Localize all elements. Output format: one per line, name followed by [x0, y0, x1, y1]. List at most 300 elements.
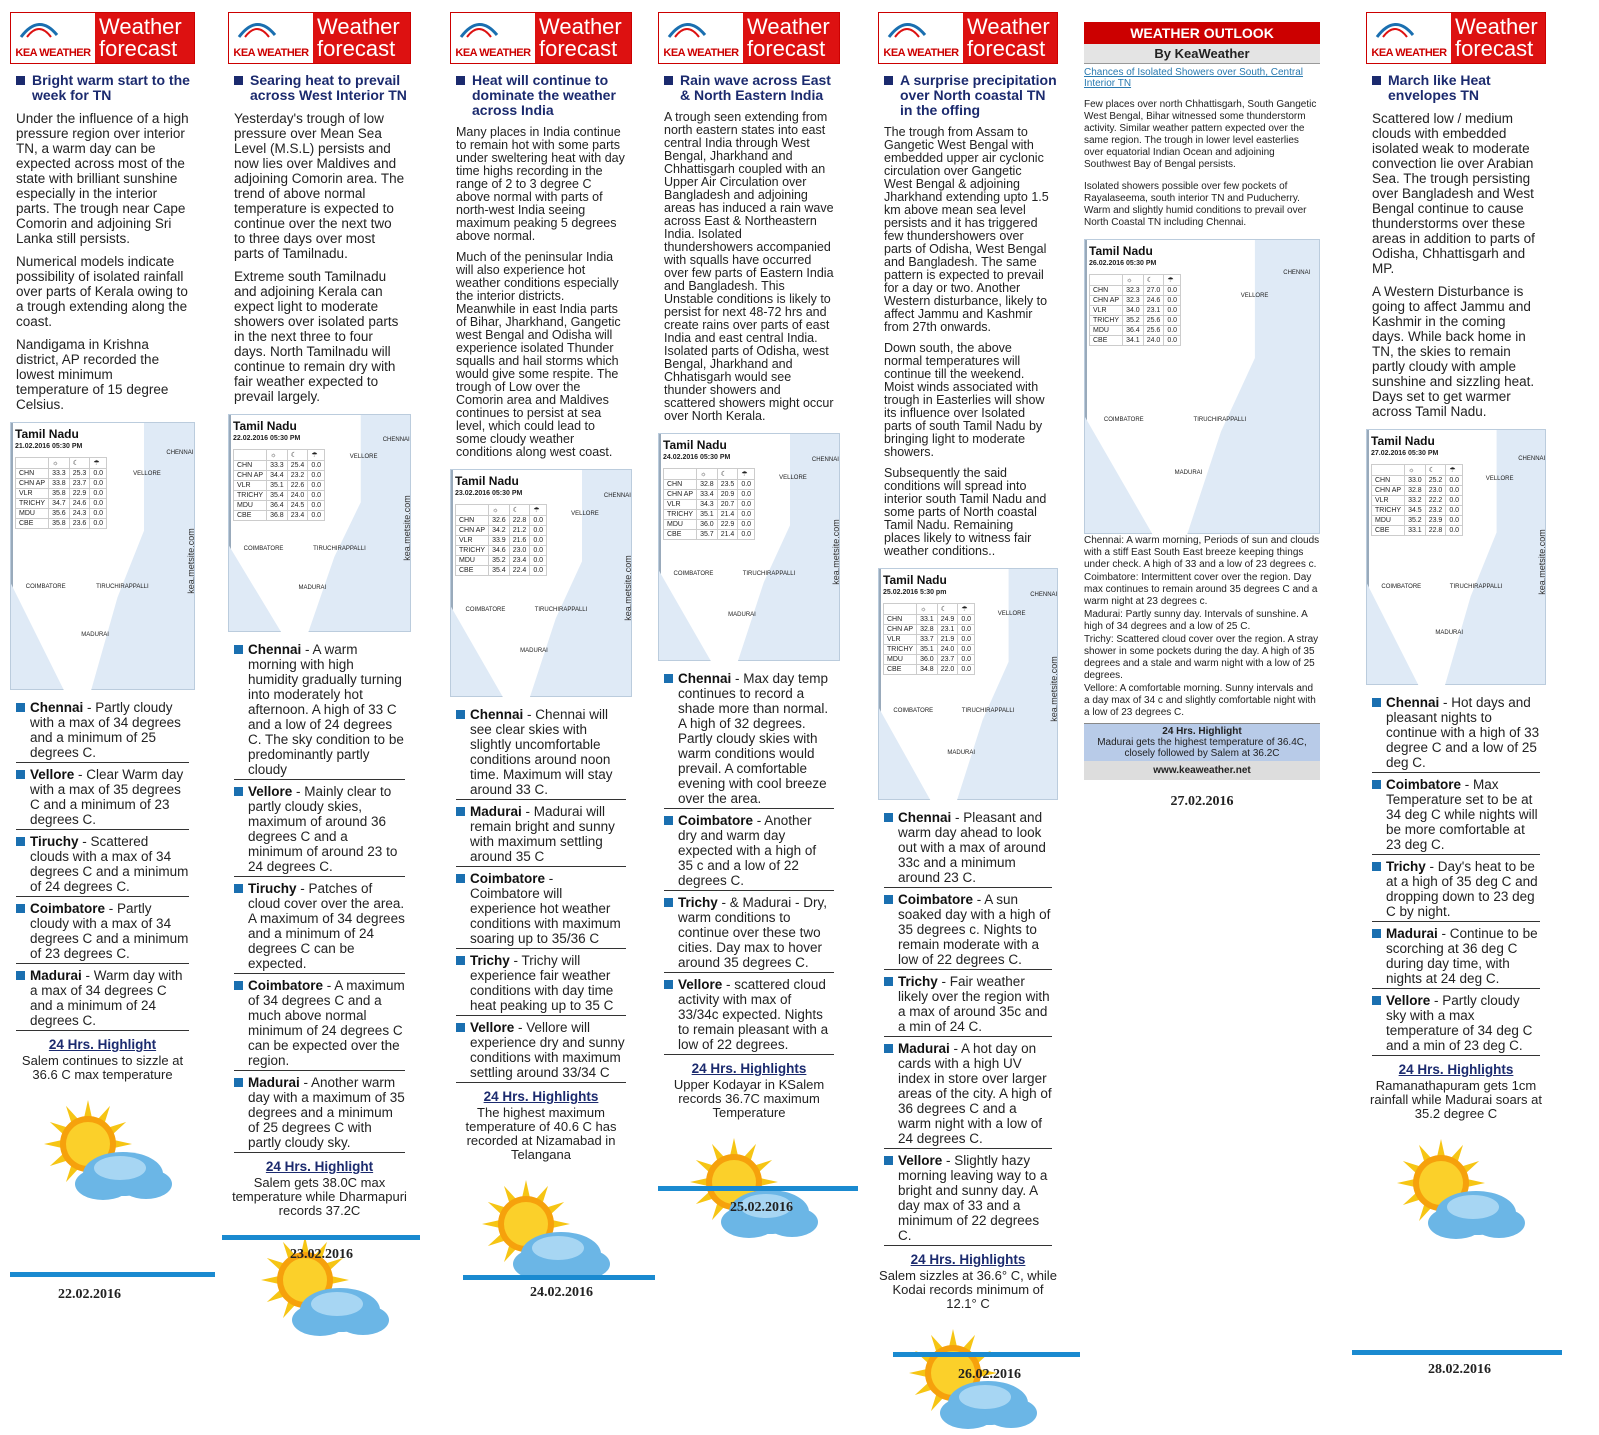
- map-cell: 32.3: [1123, 296, 1144, 306]
- city-name: Coimbatore: [1386, 777, 1462, 792]
- map-label-madurai: MADURAI: [298, 585, 327, 592]
- map-cell: 0.0: [1164, 286, 1181, 296]
- map-cell: 35.6: [49, 509, 70, 519]
- city-text: Day's heat to be at a high of 35 deg C and dropping down to 23 deg C by night.: [1386, 859, 1538, 919]
- map-cell: MDU: [664, 520, 697, 530]
- map-row: [664, 490, 755, 500]
- paragraph: Many places in India continue to remain hot with some parts under sweltering heat with day time highs recording in the range of 2 to 3 degree C above normal with parts of north-west India seeing maximum peaking 5 degrees above normal.: [456, 125, 625, 243]
- city-name: Vellore: [898, 1153, 943, 1168]
- map-cell: 35.7: [697, 530, 718, 540]
- sun-cloud-icon: [450, 1176, 632, 1286]
- city-item: Trichy - Trichy will experience fair weather conditions with day time heat peaking up to 35 C: [456, 953, 626, 1016]
- headline: March like Heat envelopes TN: [1372, 73, 1546, 103]
- map-cell: MDU: [16, 509, 49, 519]
- map-cell: 21.2: [509, 526, 530, 536]
- map-cell: 23.0: [1425, 486, 1446, 496]
- header-subtitle: forecast: [317, 36, 396, 61]
- outlook-para: Isolated showers possible over few pockets of Rayalaseema, south interior TN and Puducherry. Warm and slightly humid conditions to prevail over North Coastal TN including Chennai.: [1084, 181, 1307, 228]
- city-list: [456, 707, 626, 1083]
- outlook-url[interactable]: www.keaweather.net: [1084, 761, 1320, 780]
- map-table: [455, 504, 547, 576]
- weather-map: [658, 433, 840, 661]
- map-label-coimbatore: COIMBATORE: [1381, 583, 1422, 590]
- map-cell: 34.5: [1405, 506, 1426, 516]
- city-item: Coimbatore - Max Temperature set to be at 34 deg C while nights will be more comfortable at 23 deg C.: [1372, 777, 1540, 855]
- forecast-column: [228, 12, 411, 1342]
- map-label-trichy: TIRUCHIRAPPALLI: [313, 545, 366, 552]
- city-item: Chennai - Pleasant and warm day ahead to look out with a max of around 33c and a minimum around 23 C.: [884, 810, 1052, 888]
- map-row: [456, 536, 547, 546]
- map-date: 27.02.2016 05:30 PM: [1371, 450, 1439, 457]
- forecast-column: [1366, 12, 1546, 1245]
- sun-icon: ☼: [917, 604, 938, 615]
- map-cell: TRICHY: [664, 510, 697, 520]
- outlook-city: Chennai: A warm morning, Periods of sun and clouds with a stiff East South East breeze keeping things under check. A high of 33 and a low of 23 degrees c.: [1084, 535, 1320, 570]
- map-cell: TRICHY: [1090, 316, 1123, 326]
- map-label-trichy: TIRUCHIRAPPALLI: [742, 570, 796, 577]
- city-name: Madurai: [30, 968, 82, 983]
- map-cell: 0.0: [738, 520, 755, 530]
- map-cell: 34.7: [49, 499, 70, 509]
- city-name: Vellore: [678, 977, 723, 992]
- paragraph: Scattered low / medium clouds with embedded isolated weak to moderate convection lie over Arabian Sea. The trough persisting over Bangladesh and West Bengal continue to cause thunderstorms over these areas in addition to parts of Odisha, Chhattisgarh and MP.: [1372, 111, 1535, 276]
- map-cell: 35.2: [1123, 316, 1144, 326]
- logo-swirl-icon: [19, 17, 59, 39]
- kea-logo: [11, 13, 95, 63]
- city-item: Trichy - Fair weather likely over the region with a max of around 35c and a min of 24 C.: [884, 974, 1052, 1037]
- weather-map: [10, 422, 195, 690]
- city-text: Hot days and pleasant nights to continue with a high of 33 degree C and a low of 25 deg C.: [1386, 695, 1540, 770]
- outlook-city: Trichy: Scattered cloud cover over the region. A stray shower in some pockets during the day. A high of 35 degrees and a stale and warm night with a low of 25 degrees.: [1084, 634, 1319, 681]
- map-cell: 0.0: [738, 490, 755, 500]
- city-text: Another dry and warm day expected with a high of 35 c and a low of 22 degrees C.: [678, 813, 817, 888]
- map-cell: CHN AP: [16, 479, 49, 489]
- map-cell: 33.1: [917, 615, 938, 625]
- map-cell: 23.2: [287, 471, 308, 481]
- map-cell: TRICHY: [234, 491, 267, 501]
- city-text: Max day temp continues to record a shade more than normal. A high of 32 degrees. Partly cloudy skies with warm conditions would prevail. A comfortable evening with cool breeze over the area.: [678, 671, 829, 806]
- map-table: [15, 457, 107, 529]
- weather-map: [1366, 429, 1546, 685]
- city-text: Chennai will see clear skies with slightly uncomfortable conditions around noon time. Maximum will stay around 33 C.: [470, 707, 613, 797]
- map-row: [16, 469, 107, 479]
- map-cell: 0.0: [530, 536, 547, 546]
- paragraph: Extreme south Tamilnadu and adjoining Kerala can expect light to moderate showers over isolated parts in the next three to four days. North Tamilnadu will continue to remain dry with fair weather expected to prevail largely.: [234, 269, 399, 404]
- map-cell: 22.9: [717, 520, 738, 530]
- map-cell: 0.0: [958, 625, 975, 635]
- map-table: [663, 468, 755, 540]
- map-cell: 0.0: [90, 499, 107, 509]
- map-cell: 22.9: [69, 489, 90, 499]
- city-name: Coimbatore: [30, 901, 106, 916]
- date-bar: [463, 1275, 655, 1280]
- outlook-city: Coimbatore: Intermittent cover over the region. Day max continues to remain around 35 degrees C and a warm night at 23 degrees c.: [1084, 572, 1318, 607]
- map-cell: MDU: [1090, 326, 1123, 336]
- map-row: [456, 546, 547, 556]
- map-row: [664, 530, 755, 540]
- city-name: Tiruchy: [30, 834, 79, 849]
- map-cell: CHN: [884, 615, 917, 625]
- map-cell: VLR: [664, 500, 697, 510]
- map-cell: VLR: [234, 481, 267, 491]
- map-row: [1372, 526, 1463, 536]
- date-bar: [1352, 1350, 1562, 1355]
- city-name: Madurai: [898, 1041, 950, 1056]
- map-row: [664, 480, 755, 490]
- map-cell: TRICHY: [1372, 506, 1405, 516]
- city-name: Trichy: [1386, 859, 1426, 874]
- map-cell: VLR: [1090, 306, 1123, 316]
- map-row: [884, 655, 975, 665]
- map-cell: MDU: [456, 556, 489, 566]
- map-cell: 0.0: [958, 615, 975, 625]
- weather-map: [228, 414, 411, 632]
- map-cell: 24.6: [1143, 296, 1164, 306]
- sun-icon: ☼: [697, 469, 718, 480]
- map-label-chennai: CHENNAI: [811, 456, 839, 463]
- issue-date: 24.02.2016: [530, 1285, 593, 1300]
- city-item: Coimbatore - Another dry and warm day expected with a high of 35 c and a low of 22 degrees C.: [664, 813, 834, 891]
- city-text: A maximum of 34 degrees C and a much above normal minimum of 24 degrees C can be expected over the region.: [248, 978, 405, 1068]
- map-label-trichy: TIRUCHIRAPPALLI: [961, 708, 1015, 715]
- map-cell: 34.4: [267, 471, 288, 481]
- city-name: Coimbatore: [898, 892, 974, 907]
- city-text: Clear Warm day with a max of 35 degrees C and a minimum of 23 degrees C.: [30, 767, 184, 827]
- city-name: Vellore: [1386, 993, 1431, 1008]
- city-item: Vellore - Slightly hazy morning leaving way to a bright and sunny day. A day max of 33 and a minimum of 22 degrees C.: [884, 1153, 1052, 1246]
- city-item: Madurai - Madurai will remain bright and sunny with maximum settling around 35 C: [456, 804, 626, 867]
- map-title: Tamil Nadu: [1371, 434, 1435, 448]
- city-list: [884, 810, 1052, 1246]
- map-cell: 24.9: [937, 615, 958, 625]
- map-title: Tamil Nadu: [15, 427, 79, 441]
- city-text: Partly cloudy with a max of 34 degrees and a minimum of 25 degrees C.: [30, 700, 181, 760]
- map-cell: 24.0: [1143, 336, 1164, 346]
- map-cell: TRICHY: [456, 546, 489, 556]
- date-bar: [222, 1235, 420, 1240]
- map-cell: 35.1: [267, 481, 288, 491]
- map-cell: MDU: [884, 655, 917, 665]
- rain-icon: ☂: [1446, 465, 1463, 476]
- map-row: [456, 516, 547, 526]
- header-subtitle: forecast: [1455, 36, 1534, 61]
- city-text: A warm morning with high humidity gradually turning into moderately hot afternoon. A high of 33 C and a low of 24 degrees C. The sky condition to be predominantly partly cloudy: [248, 642, 404, 777]
- issue-date: 25.02.2016: [730, 1200, 793, 1215]
- sun-icon: ☼: [1405, 465, 1426, 476]
- city-text: Slightly hazy morning leaving way to a bright and sunny day. A day max of 33 and a minimum of 22 degrees C.: [898, 1153, 1048, 1243]
- map-cell: 21.4: [717, 510, 738, 520]
- city-text: A sun soaked day with a high of 35 degrees c. Nights to remain moderate with a low of 22 degrees C.: [898, 892, 1051, 967]
- map-cell: 22.6: [287, 481, 308, 491]
- header-subtitle: forecast: [99, 36, 178, 61]
- issue-date: 27.02.2016: [1170, 794, 1234, 809]
- map-title: Tamil Nadu: [1089, 244, 1153, 258]
- logo-swirl-icon: [1375, 17, 1415, 39]
- map-cell: 0.0: [958, 645, 975, 655]
- map-row: [664, 510, 755, 520]
- map-title: Tamil Nadu: [663, 438, 727, 452]
- map-label-coimbatore: COIMBATORE: [673, 570, 714, 577]
- map-label-trichy: TIRUCHIRAPPALLI: [1449, 583, 1503, 590]
- map-label-coimbatore: COIMBATORE: [243, 545, 284, 552]
- highlight-text: Salem continues to sizzle at 36.6 C max temperature: [21, 1053, 184, 1082]
- rain-icon: ☂: [530, 505, 547, 516]
- city-item: Trichy - & Madurai - Dry, warm conditions to continue over these two cities. Day max to hover around 35 degrees C.: [664, 895, 834, 973]
- map-cell: MDU: [234, 501, 267, 511]
- map-cell: 36.0: [697, 520, 718, 530]
- header-title: Weather: [747, 14, 830, 39]
- map-cell: 0.0: [90, 519, 107, 529]
- map-row: [234, 511, 325, 521]
- city-item: Chennai - Max day temp continues to record a shade more than normal. A high of 32 degrees. Partly cloudy skies with warm conditions would prevail. A comfortable evening with cool breeze over the area.: [664, 671, 834, 809]
- city-name: Madurai: [1386, 926, 1438, 941]
- city-text: Pleasant and warm day ahead to look out with a max of around 33c and a minimum around 23 C.: [898, 810, 1046, 885]
- headline: A surprise precipitation over North coastal TN in the offing: [884, 73, 1058, 118]
- map-cell: CBE: [664, 530, 697, 540]
- city-list: [234, 642, 405, 1153]
- header-title: Weather: [99, 14, 182, 39]
- map-cell: 0.0: [308, 501, 325, 511]
- paragraph: Under the influence of a high pressure region over interior TN, a warm day can be expected across most of the state with brilliant sunshine especially in the interior parts. The trough near Cape Comorin and adjoining Sri Lanka still persists.: [16, 111, 189, 246]
- weather-outlook: [1084, 22, 1320, 810]
- map-table: [1371, 464, 1463, 536]
- map-cell: 32.3: [1123, 286, 1144, 296]
- moon-icon: ☾: [1143, 275, 1164, 286]
- map-cell: 0.0: [738, 510, 755, 520]
- map-label-madurai: MADURAI: [81, 632, 109, 639]
- map-cell: 34.8: [917, 665, 938, 675]
- highlight-title: 24 Hrs. Highlights: [691, 1061, 807, 1076]
- map-cell: 25.6: [1143, 316, 1164, 326]
- map-cell: 0.0: [738, 530, 755, 540]
- city-item: Vellore - Partly cloudy sky with a max temperature of 34 deg C and a min of 23 deg C.: [1372, 993, 1540, 1056]
- map-row: [16, 519, 107, 529]
- map-cell: CHN AP: [1372, 486, 1405, 496]
- city-name: Chennai: [30, 700, 84, 715]
- city-item: Coimbatore - Coimbatore will experience hot weather conditions with maximum soaring up to 35/36 C: [456, 871, 626, 949]
- map-cell: 21.6: [509, 536, 530, 546]
- map-cell: 24.0: [287, 491, 308, 501]
- city-item: Trichy - Day's heat to be at a high of 35 deg C and dropping down to 23 deg C by night.: [1372, 859, 1540, 922]
- map-cell: CBE: [234, 511, 267, 521]
- map-label-madurai: MADURAI: [947, 749, 976, 756]
- map-cell: 23.2: [1425, 506, 1446, 516]
- map-cell: 0.0: [308, 461, 325, 471]
- city-name: Madurai: [470, 804, 522, 819]
- city-name: Vellore: [470, 1020, 515, 1035]
- city-name: Coimbatore: [248, 978, 324, 993]
- map-row: [16, 499, 107, 509]
- issue-date: 23.02.2016: [290, 1247, 353, 1262]
- highlight-title: 24 Hrs. Highlight: [265, 1159, 374, 1174]
- map-label-chennai: CHENNAI: [1283, 269, 1311, 276]
- map-cell: 23.6: [69, 519, 90, 529]
- map-cell: 0.0: [530, 556, 547, 566]
- sun-icon: ☼: [1123, 275, 1144, 286]
- map-cell: 24.0: [937, 645, 958, 655]
- map-cell: 34.2: [489, 526, 510, 536]
- logo-swirl-icon: [667, 17, 707, 39]
- logo-text: KEA WEATHER: [1371, 47, 1447, 59]
- map-label-coimbatore: COIMBATORE: [1103, 417, 1144, 423]
- map-cell: 36.0: [917, 655, 938, 665]
- map-cell: VLR: [1372, 496, 1405, 506]
- map-cell: CHN AP: [884, 625, 917, 635]
- map-label-madurai: MADURAI: [1435, 629, 1464, 636]
- map-date: 22.02.2016 05:30 PM: [233, 435, 301, 442]
- forecast-column: [10, 12, 195, 1206]
- map-cell: 24.5: [287, 501, 308, 511]
- map-cell: TRICHY: [884, 645, 917, 655]
- map-date: 26.02.2016 05:30 PM: [1089, 260, 1157, 267]
- map-label-vellore: VELLORE: [997, 610, 1026, 617]
- map-label-chennai: CHENNAI: [1518, 455, 1546, 462]
- map-cell: MDU: [1372, 516, 1405, 526]
- map-row: [1372, 496, 1463, 506]
- outlook-para: Few places over north Chhattisgarh, South Gangetic West Bengal, Bihar witnessed some thunderstorm activity. Similar weather pattern expected over the same region. The trough in lower level easterlies over equatorial Indian Ocean and adjoining Southwest Bay of Bengal persists.: [1084, 99, 1317, 170]
- map-label-vellore: VELLORE: [1485, 476, 1514, 483]
- map-cell: 32.8: [1405, 486, 1426, 496]
- map-site: kea.metsite.com: [1049, 656, 1060, 722]
- city-item: Madurai - Another warm day with a maximum of 35 degrees and a minimum of 25 degrees C with partly cloudy sky.: [234, 1075, 405, 1153]
- paragraph: Subsequently the said conditions will spread into interior south Tamil Nadu and some parts of North coastal Tamil Nadu. Remaining places likely to witness fair weather conditions..: [884, 466, 1047, 558]
- map-cell: 25.4: [287, 461, 308, 471]
- city-list: [1372, 695, 1540, 1056]
- map-cell: 34.3: [697, 500, 718, 510]
- map-cell: 0.0: [530, 516, 547, 526]
- kea-logo: [1367, 13, 1451, 63]
- rain-icon: ☂: [90, 458, 107, 469]
- map-cell: 0.0: [1164, 306, 1181, 316]
- city-name: Chennai: [470, 707, 524, 722]
- map-cell: 0.0: [90, 509, 107, 519]
- city-item: Vellore - Clear Warm day with a max of 35 degrees C and a minimum of 23 degrees C.: [16, 767, 189, 830]
- map-cell: 36.8: [267, 511, 288, 521]
- outlook-link[interactable]: Chances of Isolated Showers over South, Central Interior TN: [1084, 67, 1304, 89]
- map-cell: 32.8: [917, 625, 938, 635]
- map-label-madurai: MADURAI: [728, 611, 756, 618]
- date-bar: [10, 1272, 215, 1277]
- map-cell: 0.0: [958, 635, 975, 645]
- map-cell: CBE: [1372, 526, 1405, 536]
- map-row: [234, 471, 325, 481]
- date-bar: [658, 1186, 858, 1191]
- city-text: Max Temperature set to be at 34 deg C while nights will be more comfortable at 23 deg C.: [1386, 777, 1538, 852]
- map-cell: 33.9: [489, 536, 510, 546]
- map-cell: 33.3: [267, 461, 288, 471]
- map-cell: 35.4: [489, 566, 510, 576]
- map-label-madurai: MADURAI: [1174, 470, 1203, 477]
- issue-date: 28.02.2016: [1428, 1362, 1491, 1377]
- map-cell: 34.6: [489, 546, 510, 556]
- paragraph: A trough seen extending from north eastern states into east central India through West Bengal, Jharkhand and Chhattisgarh coupled with an Upper Air Circulation over Bangladesh and adjoining areas has induced a rain wave across East & Northeastern India. Isolated thundershowers accompanied with squalls have occurred over few parts of Eastern India and Bangladesh. This Unstable conditions is likely to persist for next 48-72 hrs and create rains over parts of east India and east central India. Isolated parts of Odisha, west Bengal, Jharkhand and Chhatisgarh would see thunder showers and scattered showers might occur over North Kerala.: [664, 110, 834, 423]
- city-item: Vellore - scattered cloud activity with max of 33/34c expected. Nights to remain pleasant with a low of 22 degrees.: [664, 977, 834, 1055]
- map-row: [884, 625, 975, 635]
- kea-logo: [229, 13, 313, 63]
- map-title: Tamil Nadu: [455, 474, 519, 488]
- map-table: [233, 449, 325, 521]
- map-cell: 25.3: [69, 469, 90, 479]
- map-cell: CBE: [884, 665, 917, 675]
- map-title: Tamil Nadu: [233, 419, 297, 433]
- moon-icon: ☾: [287, 450, 308, 461]
- logo-swirl-icon: [459, 17, 499, 39]
- logo-swirl-icon: [887, 17, 927, 39]
- sun-cloud-icon: [1366, 1135, 1546, 1245]
- forecast-column: [450, 12, 632, 1286]
- map-label-vellore: VELLORE: [349, 454, 378, 461]
- outlook-city: Madurai: Partly sunny day. Intervals of sunshine. A high of 34 degrees and a low of 25 C.: [1084, 609, 1308, 632]
- map-cell: 0.0: [1446, 496, 1463, 506]
- map-cell: 0.0: [1164, 326, 1181, 336]
- map-table: [1089, 274, 1181, 346]
- map-cell: 35.8: [49, 519, 70, 529]
- header-banner: [450, 12, 632, 64]
- city-item: Chennai - Partly cloudy with a max of 34 degrees and a minimum of 25 degrees C.: [16, 700, 189, 763]
- city-text: Mainly clear to partly cloudy skies, maximum of around 36 degrees C and a minimum of around 23 to 24 degrees C.: [248, 784, 398, 874]
- forecast-column: [658, 12, 840, 1244]
- map-cell: 0.0: [1164, 296, 1181, 306]
- map-cell: 0.0: [90, 479, 107, 489]
- map-row: [16, 509, 107, 519]
- city-text: Scattered clouds with a max of 34 degrees C and a minimum of 24 degrees C.: [30, 834, 189, 894]
- map-label-trichy: TIRUCHIRAPPALLI: [534, 606, 588, 613]
- map-row: [664, 500, 755, 510]
- issue-date: 26.02.2016: [958, 1367, 1021, 1382]
- outlook-highlight-text: Madurai gets the highest temperature of 36.4C, closely followed by Salem at 36.2C: [1097, 737, 1307, 759]
- sun-icon: ☼: [489, 505, 510, 516]
- city-item: Madurai - A hot day on cards with a high UV index in store over larger areas of the city. A high of 36 degrees C and a warm night with a low of 24 degrees C.: [884, 1041, 1052, 1149]
- map-row: [456, 526, 547, 536]
- city-name: Madurai: [248, 1075, 300, 1090]
- city-item: Coimbatore - A maximum of 34 degrees C and a much above normal minimum of 24 degrees C can be expected over the region.: [234, 978, 405, 1071]
- city-text: Fair weather likely over the region with a max of around 35c and a min of 24 C.: [898, 974, 1050, 1034]
- map-site: kea.metsite.com: [402, 495, 413, 561]
- map-cell: 22.8: [1425, 526, 1446, 536]
- map-cell: CHN: [1090, 286, 1123, 296]
- map-label-chennai: CHENNAI: [382, 436, 410, 443]
- city-name: Chennai: [248, 642, 302, 657]
- map-row: [1372, 476, 1463, 486]
- moon-icon: ☾: [937, 604, 958, 615]
- logo-text: KEA WEATHER: [883, 47, 959, 59]
- logo-text: KEA WEATHER: [15, 47, 91, 59]
- city-item: Vellore - Mainly clear to partly cloudy skies, maximum of around 36 degrees C and a minimum of around 23 to 24 degrees C.: [234, 784, 405, 877]
- map-cell: CHN: [456, 516, 489, 526]
- map-site: kea.metsite.com: [623, 555, 634, 621]
- map-cell: 0.0: [90, 469, 107, 479]
- map-title: Tamil Nadu: [883, 573, 947, 587]
- map-cell: 35.2: [489, 556, 510, 566]
- map-cell: CHN AP: [664, 490, 697, 500]
- highlight-text: Ramanathapuram gets 1cm rainfall while Madurai soars at 35.2 degree C: [1370, 1078, 1542, 1121]
- map-cell: 0.0: [1446, 506, 1463, 516]
- headline: Searing heat to prevail across West Interior TN: [234, 73, 411, 103]
- map-cell: 35.2: [1405, 516, 1426, 526]
- map-cell: 21.4: [717, 530, 738, 540]
- header-banner: [658, 12, 840, 64]
- logo-text: KEA WEATHER: [663, 47, 739, 59]
- sun-icon: ☼: [49, 458, 70, 469]
- city-text: Madurai will remain bright and sunny with maximum settling around 35 C: [470, 804, 615, 864]
- map-row: [16, 479, 107, 489]
- map-cell: 0.0: [738, 500, 755, 510]
- city-item: Vellore - Vellore will experience dry and sunny conditions with maximum settling around 33/34 C: [456, 1020, 626, 1083]
- map-cell: 23.1: [1143, 306, 1164, 316]
- rain-icon: ☂: [1164, 275, 1181, 286]
- map-cell: CHN: [16, 469, 49, 479]
- map-cell: 0.0: [738, 480, 755, 490]
